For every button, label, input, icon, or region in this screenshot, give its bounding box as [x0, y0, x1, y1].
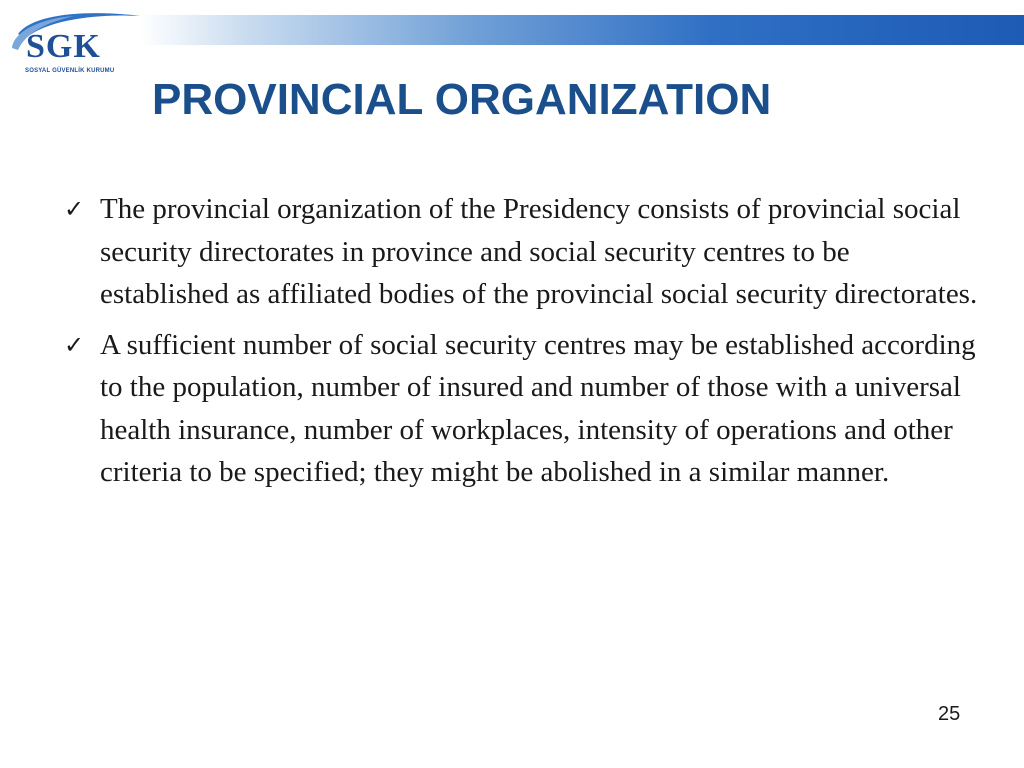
- bullet-item: [62, 324, 982, 494]
- checkmark-icon: ✓: [64, 330, 85, 359]
- bullet-text: A sufficient number of social security centres may be established according to the population, number of insured and number of those with a universal health insurance, number of workplaces, intensity of operations and other criteria to be specified; they might be abolished in a similar manner.: [100, 328, 976, 488]
- sgk-logo: [4, 8, 144, 78]
- slide-title: PROVINCIAL ORGANIZATION: [152, 75, 772, 124]
- bullet-list: [62, 188, 982, 502]
- page-number: 25: [938, 703, 961, 725]
- checkmark-icon: ✓: [64, 195, 85, 223]
- logo-text: SGK: [26, 28, 101, 65]
- bullet-item: [62, 188, 982, 316]
- logo-subtext: SOSYAL GÜVENLİK KURUMU: [25, 68, 115, 74]
- header-gradient-bar: [140, 15, 1024, 45]
- bullet-text: The provincial organization of the Presidency consists of provincial social security directorates in province and social security centres to be established as affiliated bodies of the provincial social security directorates.: [100, 193, 978, 310]
